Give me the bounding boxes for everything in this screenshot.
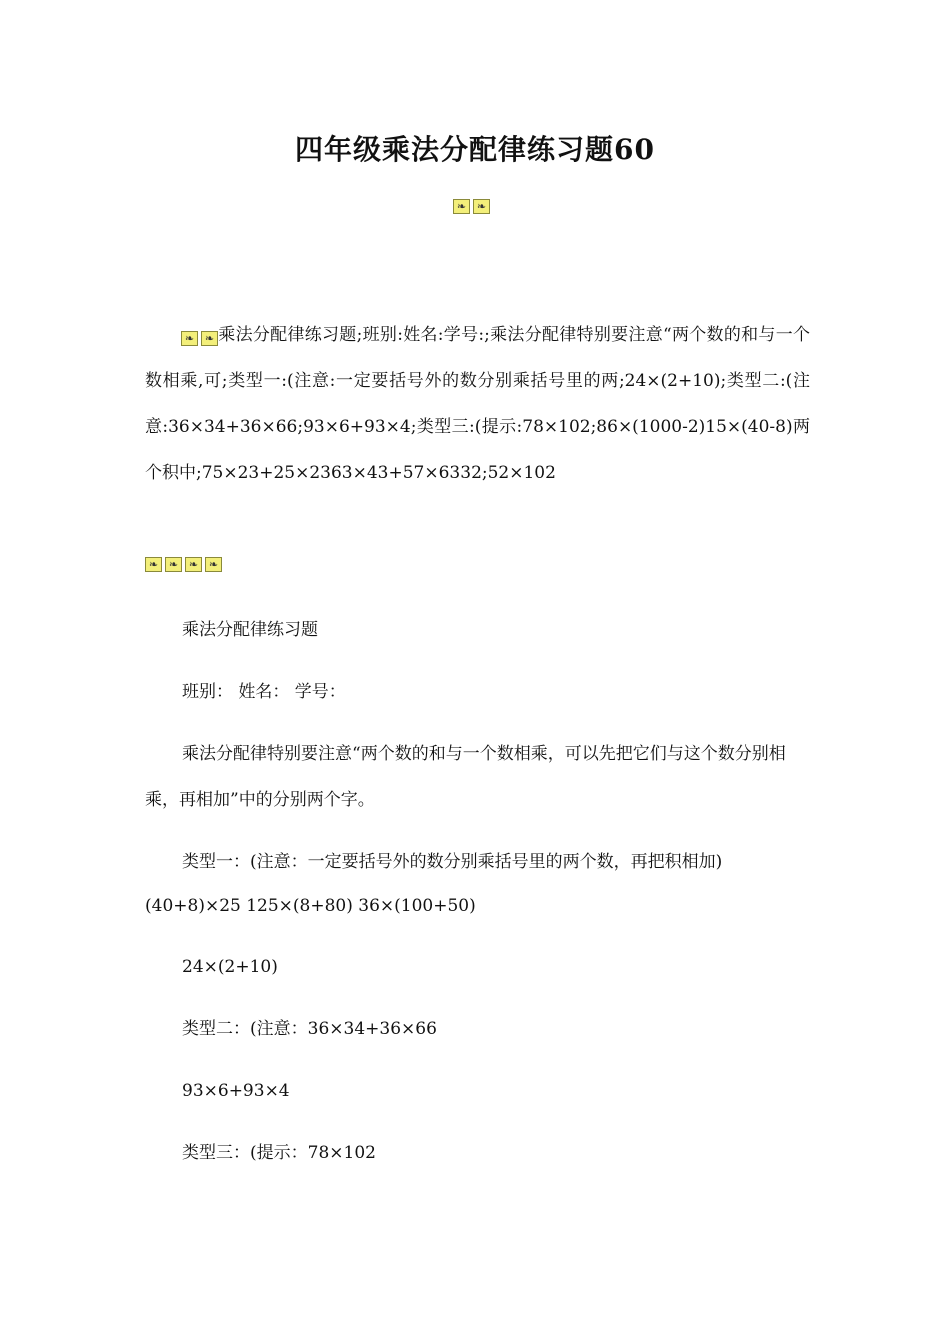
paragraph-type-one-exercises: (40+8)×25 125×(8+80) 36×(100+50) (145, 896, 476, 916)
paragraph-student-info: 班别： 姓名： 学号： (182, 682, 346, 702)
paragraph-type-one: 类型一：(注意：一定要括号外的数分别乘括号里的两个数，再把积相加) (182, 852, 723, 872)
paragraph-exercise: 24×(2+10) (182, 957, 278, 977)
paragraph-type-two: 类型二：(注意：36×34+36×66 (182, 1019, 437, 1039)
scroll-icon: ❧ (165, 557, 182, 572)
scroll-icon: ❧ (473, 199, 490, 214)
paragraph-rule-note: 乘法分配律特别要注意“两个数的和与一个数相乘，可以先把它们与这个数分别相乘，再相加”中的分别两个字。 (145, 744, 786, 810)
paragraph-heading: 乘法分配律练习题 (182, 620, 318, 640)
icon-strip-top (453, 199, 490, 214)
abstract-icons (181, 331, 218, 346)
paragraph-type-three: 类型三：(提示：78×102 (182, 1143, 376, 1163)
scroll-icon: ❧ (185, 557, 202, 572)
scroll-icon: ❧ (181, 331, 198, 346)
scroll-icon: ❧ (205, 557, 222, 572)
scroll-icon: ❧ (201, 331, 218, 346)
document-abstract (145, 312, 810, 496)
paragraph-exercise: 93×6+93×4 (182, 1081, 290, 1101)
abstract-text: 乘法分配律练习题;班别:姓名:学号:;乘法分配律特别要注意“两个数的和与一个数相乘,可;类型一:(注意:一定要括号外的数分别乘括号里的两;24×(2+10);类型二:(注意:36×34+36×66;93×6+93×4;类型三:(提示:78×102;86×(1000-2)15×(40-8)两个积中;75×23+25×2363×43+57×6332;52×102 (145, 325, 810, 483)
scroll-icon: ❧ (453, 199, 470, 214)
page-title: 四年级乘法分配律练习题60 (295, 133, 655, 166)
scroll-icon: ❧ (145, 557, 162, 572)
icon-strip-mid (145, 557, 222, 572)
